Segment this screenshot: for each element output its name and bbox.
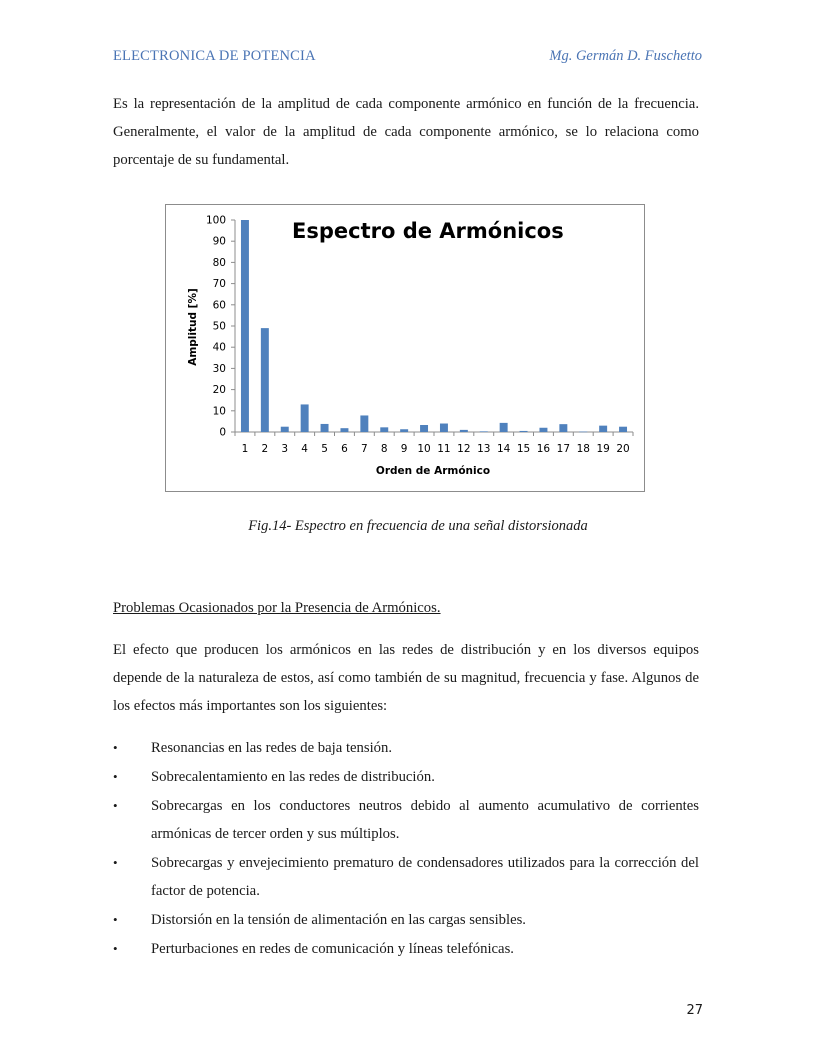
y-tick-label: 20 (212, 384, 226, 397)
bar (440, 424, 448, 432)
bar (321, 424, 329, 432)
y-tick-label: 60 (212, 299, 226, 312)
effects-list (113, 734, 699, 964)
bar (500, 423, 508, 432)
x-tick-label: 15 (516, 443, 531, 455)
bar (599, 426, 607, 432)
bar (480, 431, 488, 432)
x-tick-label: 12 (457, 443, 471, 455)
y-tick-label: 100 (205, 214, 226, 227)
bar (460, 430, 468, 432)
bullet-icon: • (113, 740, 118, 755)
y-tick-label: 30 (212, 362, 226, 375)
list-item-text: Distorsión en la tensión de alimentación en las cargas sensibles. (151, 912, 526, 928)
bar (360, 415, 368, 432)
bullet-icon: • (113, 941, 118, 956)
bar (261, 328, 269, 432)
list-item-text: Perturbaciones en redes de comunicación y líneas telefónicas. (151, 941, 514, 957)
x-tick-label: 13 (477, 443, 491, 455)
x-tick-label: 7 (361, 443, 368, 455)
bullet-icon: • (113, 912, 118, 927)
list-item (113, 849, 699, 905)
bar (400, 429, 408, 432)
harmonic-spectrum-chart (165, 204, 645, 492)
list-item (113, 734, 699, 762)
effects-paragraph: El efecto que producen los armónicos en las redes de distribución y en los diversos equipos depende de la naturaleza de estos, así como también de su magnitud, frecuencia y fase. Algunos de los efectos más importantes son los siguientes: (113, 642, 699, 714)
x-tick-label: 3 (281, 443, 289, 455)
y-tick-label: 0 (219, 426, 226, 439)
x-tick-label: 4 (301, 443, 308, 455)
page-number: 27 (686, 1003, 703, 1018)
bullet-icon: • (113, 855, 118, 870)
y-axis-label: Amplitud [%] (187, 288, 199, 366)
bar (340, 428, 348, 432)
x-tick-label: 9 (400, 443, 408, 455)
bar (579, 432, 587, 433)
x-axis-label: Orden de Armónico (375, 465, 491, 477)
bar (539, 428, 547, 432)
y-tick-label: 40 (212, 341, 226, 354)
y-tick-label: 70 (212, 278, 226, 291)
list-item (113, 792, 699, 848)
x-tick-label: 2 (261, 443, 269, 455)
bar (241, 220, 249, 432)
document-header-author: Mg. Germán D. Fuschetto (549, 48, 702, 64)
list-item (113, 935, 699, 963)
bullet-icon: • (113, 798, 118, 813)
list-item-text: Sobrecalentamiento en las redes de distribución. (151, 769, 435, 785)
section-title: Problemas Ocasionados por la Presencia de Armónicos. (113, 600, 441, 616)
bar (559, 424, 567, 432)
x-tick-label: 17 (556, 443, 571, 455)
list-item-text: Sobrecargas y envejecimiento prematuro de condensadores utilizados para la corrección del factor de potencia. (151, 855, 699, 899)
x-tick-label: 16 (536, 443, 551, 455)
list-item-text: Sobrecargas en los conductores neutros debido al aumento acumulativo de corrientes armónicas de tercer orden y sus múltiplos. (151, 798, 699, 842)
plot-area (206, 215, 633, 456)
bar (281, 427, 289, 432)
x-tick-label: 5 (321, 443, 328, 455)
y-tick-label: 50 (212, 320, 226, 333)
x-tick-label: 11 (437, 443, 451, 455)
document-header-title: ELECTRONICA DE POTENCIA (113, 48, 316, 64)
y-tick-label: 90 (212, 235, 226, 248)
bar (420, 425, 428, 432)
x-tick-label: 20 (616, 443, 630, 455)
chart-svg (166, 205, 644, 491)
bar (619, 427, 627, 432)
x-tick-label: 10 (417, 443, 431, 455)
x-tick-label: 19 (596, 443, 610, 455)
figure-caption: Fig.14- Espectro en frecuencia de una señal distorsionada (248, 518, 588, 534)
list-item-text: Resonancias en las redes de baja tensión. (151, 740, 393, 756)
list-item (113, 906, 699, 934)
list-item (113, 763, 699, 791)
bullet-icon: • (113, 769, 118, 784)
chart-title: Espectro de Armónicos (292, 219, 564, 243)
bar (301, 404, 309, 432)
bar (520, 431, 528, 432)
x-tick-label: 18 (576, 443, 590, 455)
y-tick-label: 10 (212, 405, 226, 418)
bar (380, 427, 388, 432)
x-tick-label: 14 (496, 443, 511, 455)
y-tick-label: 80 (212, 256, 226, 269)
x-tick-label: 8 (380, 443, 388, 455)
x-tick-label: 6 (341, 443, 348, 455)
x-tick-label: 1 (241, 443, 249, 455)
intro-paragraph: Es la representación de la amplitud de cada componente armónico en función de la frecuencia. Generalmente, el valor de la amplitud de cada componente armónico, se lo relaciona como porcentaje de su fundamental. (113, 96, 699, 168)
